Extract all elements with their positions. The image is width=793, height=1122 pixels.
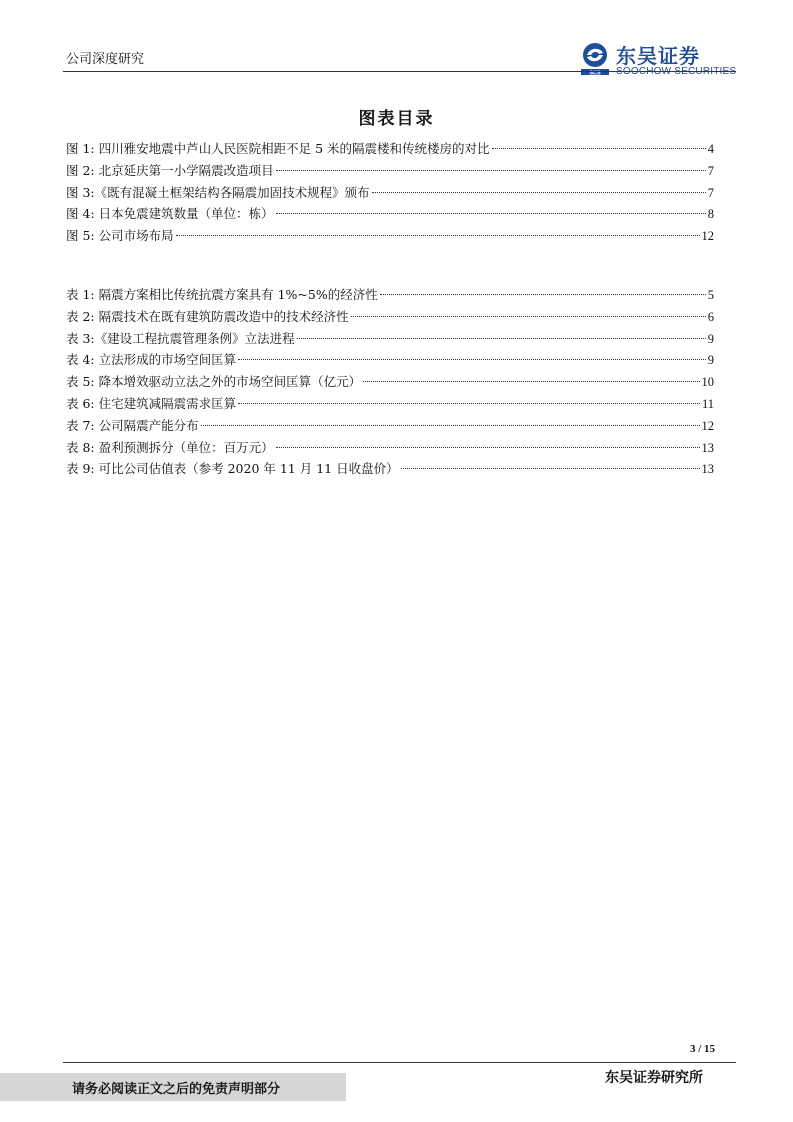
toc-entry-label: 图 2: 北京延庆第一小学隔震改造项目: [66, 162, 274, 178]
toc-entry-page: 12: [701, 418, 714, 433]
toc-entry-label: 图 1: 四川雅安地震中芦山人民医院相距不足 5 米的隔震楼和传统楼房的对比: [66, 141, 490, 156]
toc-entry-page: 10: [701, 375, 714, 390]
dot-leader: [238, 402, 700, 404]
toc-entry-page: 5: [707, 288, 714, 302]
dot-leader: [297, 337, 706, 339]
toc-entry-page: 13: [701, 462, 714, 477]
logo-name-cn: 东吴证券: [616, 44, 700, 68]
disclaimer-text: 请务必阅读正文之后的免责声明部分: [72, 1082, 281, 1097]
dot-leader: [238, 358, 706, 360]
dot-leader: [351, 315, 706, 317]
table-list: [66, 284, 714, 480]
toc-entry-table-4[interactable]: [66, 349, 714, 371]
dot-leader: [176, 234, 700, 236]
footer-divider: [63, 1062, 736, 1063]
toc-entry-page: 9: [707, 353, 714, 368]
dot-leader: [276, 212, 706, 214]
dot-leader: [380, 293, 706, 295]
report-type-label: 公司深度研究: [66, 52, 145, 67]
toc-entry-label: 图 3:《既有混凝土框架结构各隔震加固技术规程》颁布: [66, 184, 370, 200]
dot-leader: [276, 169, 706, 171]
toc-entry-label: 图 4: 日本免震建筑数量（单位：栋）: [66, 206, 274, 222]
toc-entry-page: 4: [707, 142, 714, 156]
toc-entry-table-2[interactable]: [66, 306, 714, 328]
dot-leader: [372, 191, 706, 193]
toc-entry-table-5[interactable]: [66, 371, 714, 393]
company-logo: [578, 42, 738, 78]
logo-abbr: SCS: [589, 70, 601, 76]
toc-entry-page: 12: [701, 229, 714, 244]
toc-entry-figure-4[interactable]: [66, 203, 714, 225]
toc-entry-label: 表 8: 盈利预测拆分（单位：百万元）: [66, 439, 274, 455]
toc-entry-table-8[interactable]: [66, 437, 714, 459]
header-divider: [63, 71, 736, 72]
figure-list: [66, 138, 714, 247]
toc-entry-page: 6: [707, 309, 714, 324]
toc-entry-label: 表 5: 降本增效驱动立法之外的市场空间匡算（亿元）: [66, 374, 362, 390]
dot-leader: [276, 446, 700, 448]
dot-leader: [363, 380, 699, 382]
toc-entry-page: 7: [707, 185, 714, 200]
toc-entry-table-1[interactable]: [66, 284, 714, 306]
toc-entry-page: 9: [707, 331, 714, 346]
toc-entry-label: 表 4: 立法形成的市场空间匡算: [66, 352, 237, 368]
dot-leader: [201, 424, 700, 426]
toc-entry-label: 表 3:《建设工程抗震管理条例》立法进程: [66, 330, 295, 346]
toc-entry-label: 表 6: 住宅建筑减隔震需求匡算: [66, 395, 237, 411]
toc-entry-figure-3[interactable]: [66, 182, 714, 204]
institute-name: 东吴证券研究所: [605, 1070, 703, 1086]
page-number: 3 / 15: [690, 1043, 716, 1055]
toc-entry-label: 图 5: 公司市场布局: [66, 228, 174, 244]
logo-name-en: SOOCHOW SECURITIES: [616, 66, 737, 77]
toc-entry-figure-5[interactable]: [66, 225, 714, 247]
toc-entry-page: 8: [707, 207, 714, 222]
dot-leader: [401, 467, 700, 469]
toc-entry-page: 7: [707, 163, 714, 178]
toc-title: 图表目录: [358, 109, 435, 129]
toc-entry-label: 表 7: 公司隔震产能分布: [66, 417, 199, 433]
toc-entry-figure-1[interactable]: [66, 138, 714, 160]
toc-entry-label: 表 9: 可比公司估值表（参考 2020 年 11 月 11 日收盘价）: [66, 461, 399, 477]
toc-entry-figure-2[interactable]: [66, 160, 714, 182]
dot-leader: [492, 147, 706, 149]
toc-entry-table-6[interactable]: [66, 393, 714, 415]
toc-entry-table-3[interactable]: [66, 328, 714, 350]
toc-entry-table-7[interactable]: [66, 415, 714, 437]
toc-entry-table-9[interactable]: [66, 458, 714, 480]
toc-entry-page: 13: [701, 440, 714, 455]
toc-entry-label: 表 2: 隔震技术在既有建筑防震改造中的技术经济性: [66, 308, 349, 324]
toc-entry-label: 表 1: 隔震方案相比传统抗震方案具有 1%~5%的经济性: [66, 287, 378, 302]
toc-entry-page: 11: [701, 396, 714, 411]
